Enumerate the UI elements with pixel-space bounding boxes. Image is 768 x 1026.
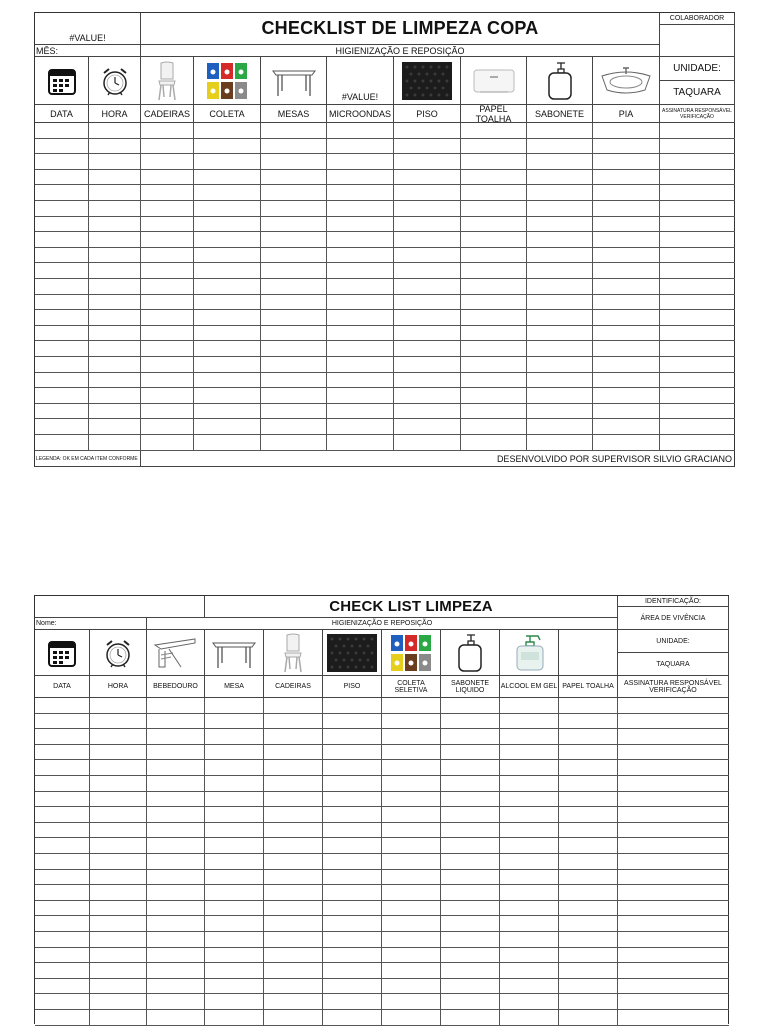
legend bbox=[35, 451, 141, 467]
col-header-alcool bbox=[500, 676, 559, 698]
col-label: PIA bbox=[618, 108, 634, 119]
col-label: PISO bbox=[343, 683, 361, 690]
table-row[interactable] bbox=[35, 1009, 729, 1010]
col-label: SABONETE LIQUIDO bbox=[450, 679, 490, 694]
table-column-line bbox=[326, 123, 327, 451]
subtitle-text: HIGIENIZAÇÃO E REPOSIÇÃO bbox=[335, 45, 465, 56]
icon-cell-piso bbox=[394, 57, 461, 105]
table-row[interactable] bbox=[35, 915, 729, 916]
col-label: CADEIRAS bbox=[143, 108, 190, 119]
page-title-2 bbox=[205, 596, 618, 618]
blank-top-left bbox=[35, 596, 205, 618]
col-label: MESAS bbox=[277, 108, 310, 119]
table-column-line bbox=[460, 123, 461, 451]
footer-text: DESENVOLVIDO POR SUPERVISOR SILVIO GRACIANO bbox=[496, 453, 732, 464]
col-header-bebedouro bbox=[147, 676, 205, 698]
subtitle bbox=[141, 45, 660, 57]
collaborator-label bbox=[660, 13, 735, 25]
col-label: ASSINATURA RESPONSÁVEL VERIFICAÇÃO bbox=[624, 679, 722, 694]
col-label: HORA bbox=[107, 683, 129, 690]
table-row[interactable] bbox=[35, 853, 729, 854]
microwave-value-cell bbox=[327, 57, 394, 105]
unit-value-2[interactable] bbox=[618, 653, 729, 676]
col-label: PISO bbox=[416, 108, 438, 119]
area-text: ÁREA DE VIVÊNCIA bbox=[640, 614, 706, 622]
col-label: BEBEDOURO bbox=[153, 683, 198, 690]
icon-cell-piso-2 bbox=[323, 630, 382, 676]
title-text: CHECKLIST DE LIMPEZA COPA bbox=[261, 18, 539, 38]
recycle-bins-icon bbox=[205, 61, 249, 101]
icon-cell-cadeiras-2 bbox=[264, 630, 323, 676]
icon-cell-bebedouro bbox=[147, 630, 205, 676]
col-label: HORA bbox=[101, 108, 128, 119]
col-header-hora bbox=[89, 105, 141, 123]
water-fountain-icon bbox=[151, 637, 201, 669]
icon-cell-papel-toalha bbox=[461, 57, 527, 105]
alarm-clock-icon bbox=[103, 637, 133, 669]
col-header-coleta bbox=[194, 105, 261, 123]
icon-cell-pia bbox=[593, 57, 660, 105]
icon-cell-cadeiras bbox=[141, 57, 194, 105]
col-label: DATA bbox=[53, 683, 71, 690]
col-label: PAPEL TOALHA bbox=[475, 105, 512, 123]
table-column-line bbox=[88, 123, 89, 451]
col-header-assinatura-2 bbox=[618, 676, 729, 698]
col-label: ASSINATURA RESPONSÁVEL VERIFICAÇÃO bbox=[662, 107, 732, 120]
microwave-value-text: #VALUE! bbox=[341, 92, 379, 102]
table-column-line bbox=[592, 123, 593, 451]
page-title bbox=[141, 13, 660, 45]
table-column-line bbox=[193, 123, 194, 451]
soap-dispenser-icon bbox=[545, 61, 575, 101]
table-column-line bbox=[381, 698, 382, 1025]
col-label: COLETA SELETIVA bbox=[394, 679, 428, 694]
floor-mat-icon bbox=[327, 634, 377, 672]
col-header-piso-2 bbox=[323, 676, 382, 698]
table-row[interactable] bbox=[35, 993, 729, 994]
calendar-icon bbox=[47, 638, 77, 668]
icon-cell-mesas bbox=[261, 57, 327, 105]
towel-dispenser-icon bbox=[472, 66, 516, 96]
col-header-data bbox=[35, 105, 89, 123]
collaborator-field[interactable] bbox=[660, 25, 735, 57]
checklist-limpeza-sheet bbox=[34, 595, 729, 1024]
col-label: MICROONDAS bbox=[328, 108, 391, 119]
icon-cell-coleta-2 bbox=[382, 630, 441, 676]
col-label: CADEIRAS bbox=[275, 683, 311, 690]
month-text: MÊS: bbox=[36, 45, 59, 56]
unit-label-text: UNIDADE: bbox=[656, 637, 690, 645]
table-column-line bbox=[260, 123, 261, 451]
table-column-line bbox=[526, 123, 527, 451]
table-row[interactable] bbox=[35, 900, 729, 901]
col-header-papel-toalha bbox=[461, 105, 527, 123]
alarm-clock-icon bbox=[100, 65, 130, 97]
table-row[interactable] bbox=[35, 822, 729, 823]
identification-label bbox=[618, 596, 729, 607]
unit-value-text: TAQUARA bbox=[673, 87, 721, 98]
table-row[interactable] bbox=[35, 791, 729, 792]
legend-text: LEGENDA: OK EM CADA ITEM CONFORME bbox=[36, 455, 138, 462]
soap-dispenser-icon bbox=[455, 633, 485, 673]
unit-value-text: TAQUARA bbox=[656, 660, 690, 668]
icon-cell-hora-2 bbox=[90, 630, 147, 676]
icon-cell-hora bbox=[89, 57, 141, 105]
title-text: CHECK LIST LIMPEZA bbox=[329, 598, 493, 615]
col-header-coleta-seletiva bbox=[382, 676, 441, 698]
icon-cell-sabonete-2 bbox=[441, 630, 500, 676]
icon-cell-papel-toalha-2 bbox=[559, 630, 618, 676]
col-label: PAPEL TOALHA bbox=[562, 683, 614, 690]
table-column-line bbox=[499, 698, 500, 1025]
table-row[interactable] bbox=[35, 806, 729, 807]
col-header-sabonete-liquido bbox=[441, 676, 500, 698]
col-header-cadeiras-2 bbox=[264, 676, 323, 698]
col-label: SABONETE bbox=[534, 108, 584, 119]
col-label: ALCOOL EM GEL bbox=[500, 683, 558, 690]
table-row[interactable] bbox=[35, 978, 729, 979]
col-header-mesa bbox=[205, 676, 264, 698]
table-icon bbox=[270, 65, 318, 97]
col-header-pia bbox=[593, 105, 660, 123]
table-column-line bbox=[204, 698, 205, 1025]
chair-icon bbox=[154, 61, 180, 101]
table-row[interactable] bbox=[35, 775, 729, 776]
table-row[interactable] bbox=[35, 713, 729, 714]
col-header-sabonete bbox=[527, 105, 593, 123]
value-error-text: #VALUE! bbox=[69, 33, 106, 43]
table-column-line bbox=[558, 698, 559, 1025]
col-label: DATA bbox=[50, 108, 73, 119]
table-row[interactable] bbox=[35, 1025, 729, 1026]
table-column-line bbox=[89, 698, 90, 1025]
table-column-line bbox=[393, 123, 394, 451]
checklist-copa-sheet bbox=[34, 12, 735, 467]
subtitle-2 bbox=[147, 618, 618, 630]
table-column-line bbox=[140, 123, 141, 451]
collaborator-text: COLABORADOR bbox=[669, 15, 725, 22]
table-column-line bbox=[322, 698, 323, 1025]
footer-credit bbox=[141, 451, 735, 467]
table-row[interactable] bbox=[35, 884, 729, 885]
col-header-papel-toalha-2 bbox=[559, 676, 618, 698]
col-header-assinatura bbox=[660, 105, 735, 123]
value-error-cell bbox=[35, 13, 141, 45]
icon-cell-data bbox=[35, 57, 89, 105]
table-column-line bbox=[617, 698, 618, 1025]
unit-label-2 bbox=[618, 630, 729, 653]
table-column-line bbox=[440, 698, 441, 1025]
col-label: COLETA bbox=[209, 108, 245, 119]
table-row[interactable] bbox=[35, 837, 729, 838]
col-label: MESA bbox=[224, 683, 244, 690]
table-row[interactable] bbox=[35, 744, 729, 745]
name-label-text: Nome: bbox=[36, 620, 57, 627]
unit-label-text: UNIDADE: bbox=[673, 63, 721, 74]
table-column-line bbox=[146, 698, 147, 1025]
table-row[interactable] bbox=[35, 947, 729, 948]
icon-cell-mesa bbox=[205, 630, 264, 676]
table-row[interactable] bbox=[35, 931, 729, 932]
col-header-hora-2 bbox=[90, 676, 147, 698]
table-row[interactable] bbox=[35, 759, 729, 760]
table-row[interactable] bbox=[35, 962, 729, 963]
gel-bottle-icon bbox=[512, 634, 546, 672]
unit-value[interactable] bbox=[660, 81, 735, 105]
name-label[interactable] bbox=[35, 618, 147, 630]
table-icon bbox=[210, 637, 258, 669]
table-row[interactable] bbox=[35, 869, 729, 870]
icon-cell-data-2 bbox=[35, 630, 90, 676]
month-label[interactable] bbox=[35, 45, 141, 57]
recycle-bins-icon bbox=[389, 633, 433, 673]
unit-label bbox=[660, 57, 735, 81]
icon-cell-alcool bbox=[500, 630, 559, 676]
col-header-microondas bbox=[327, 105, 394, 123]
floor-mat-icon bbox=[402, 62, 452, 100]
table-column-line bbox=[263, 698, 264, 1025]
col-header-cadeiras bbox=[141, 105, 194, 123]
col-header-piso bbox=[394, 105, 461, 123]
area-value[interactable] bbox=[618, 607, 729, 630]
id-label-text: IDENTIFICAÇÃO: bbox=[644, 597, 701, 605]
calendar-icon bbox=[47, 66, 77, 96]
col-header-mesas bbox=[261, 105, 327, 123]
checklist-grid[interactable] bbox=[35, 123, 735, 451]
table-column-line bbox=[659, 123, 660, 451]
subtitle-text: HIGIENIZAÇÃO E REPOSIÇÃO bbox=[331, 620, 433, 627]
checklist-grid-2[interactable] bbox=[35, 698, 729, 1025]
icon-cell-coleta bbox=[194, 57, 261, 105]
icon-cell-sabonete bbox=[527, 57, 593, 105]
table-row[interactable] bbox=[35, 728, 729, 729]
chair-icon bbox=[280, 633, 306, 673]
col-header-data-2 bbox=[35, 676, 90, 698]
sink-icon bbox=[599, 64, 653, 98]
